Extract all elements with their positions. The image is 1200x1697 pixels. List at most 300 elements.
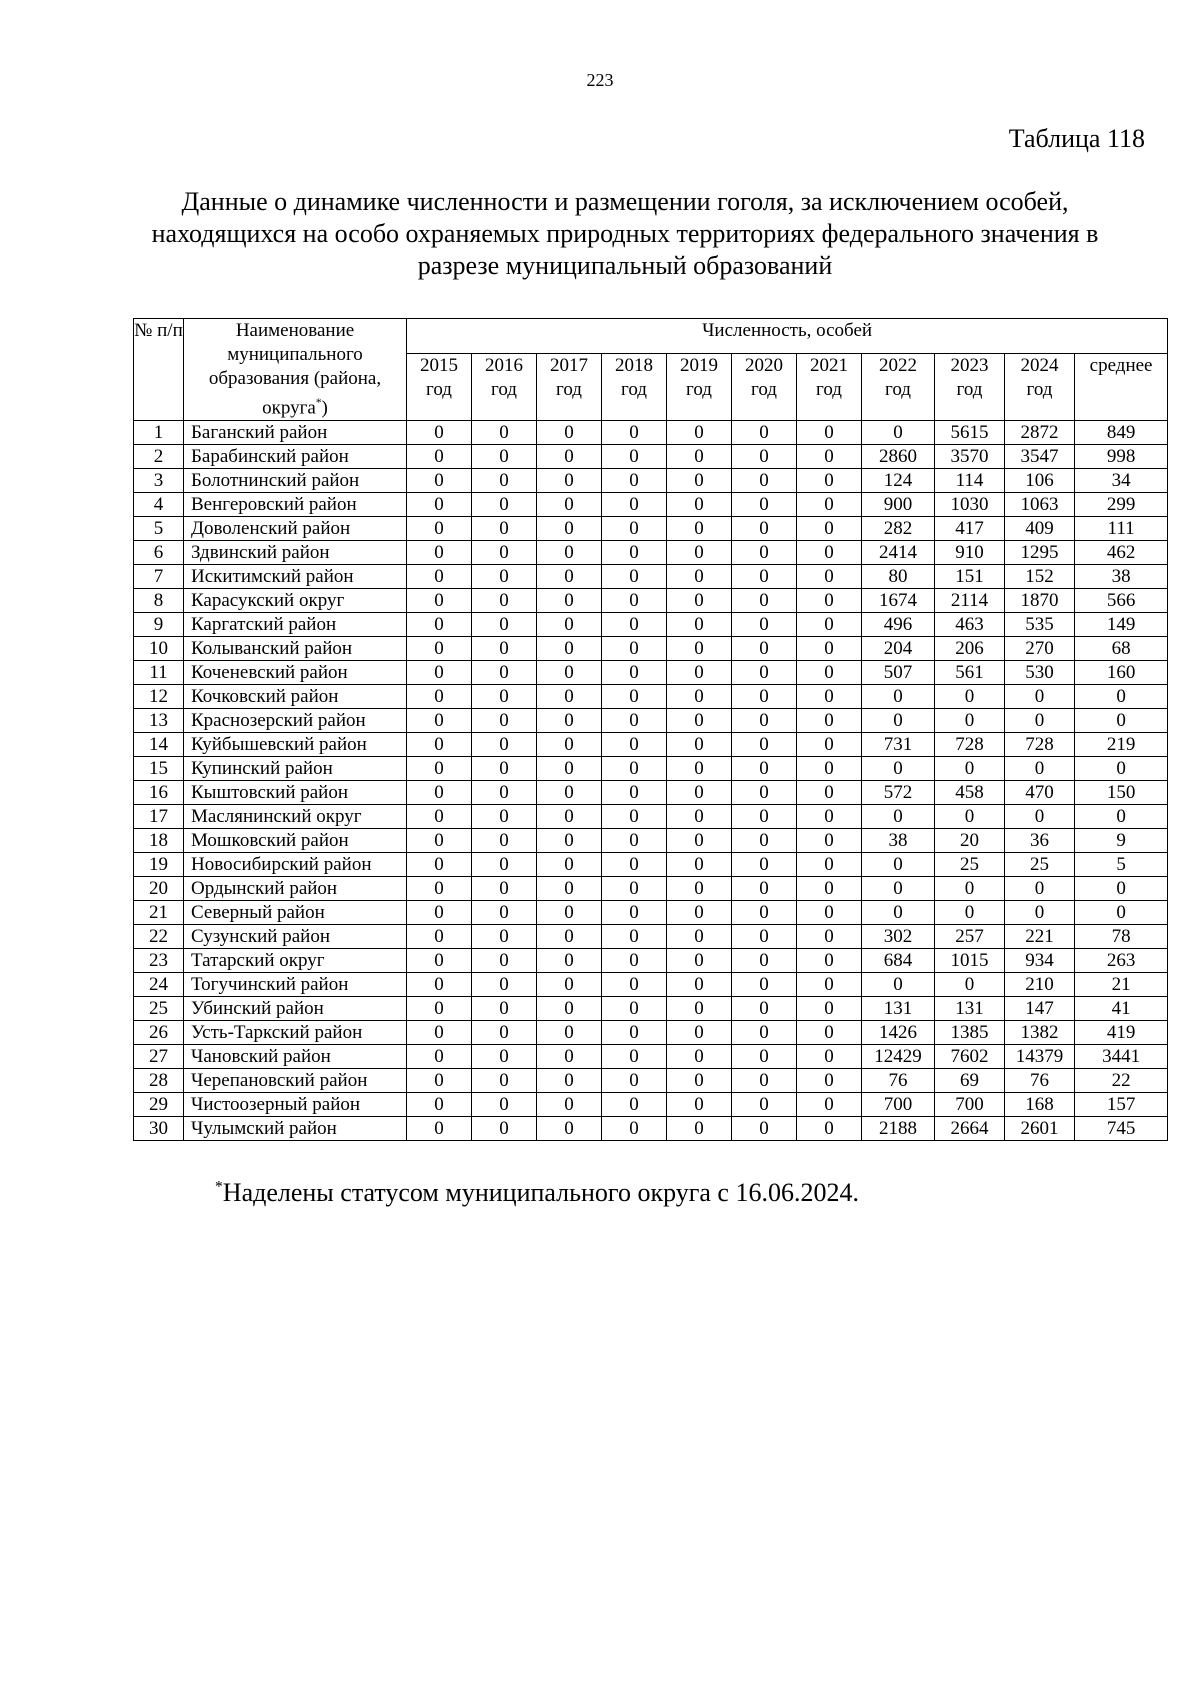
district-name-cell: Доволенский район [184, 517, 407, 541]
row-number-cell: 17 [134, 805, 184, 829]
district-name-cell: Кыштовский район [184, 781, 407, 805]
count-cell: 0 [407, 493, 472, 517]
header-year: 2017 год [537, 353, 602, 421]
row-number-cell: 30 [134, 1117, 184, 1141]
count-cell: 0 [797, 1045, 862, 1069]
average-cell: 419 [1075, 1021, 1168, 1045]
count-cell: 0 [667, 853, 732, 877]
row-number-cell: 21 [134, 901, 184, 925]
district-name-cell: Чановский район [184, 1045, 407, 1069]
count-cell: 0 [732, 1069, 797, 1093]
count-cell: 0 [862, 973, 935, 997]
average-cell: 5 [1075, 853, 1168, 877]
count-cell: 0 [667, 901, 732, 925]
count-cell: 131 [862, 997, 935, 1021]
count-cell: 131 [935, 997, 1005, 1021]
count-cell: 0 [732, 493, 797, 517]
district-name-cell: Новосибирский район [184, 853, 407, 877]
average-cell: 78 [1075, 925, 1168, 949]
row-number-cell: 2 [134, 445, 184, 469]
average-cell: 149 [1075, 613, 1168, 637]
count-cell: 0 [862, 421, 935, 445]
header-avg: среднее [1075, 353, 1168, 421]
count-cell: 0 [732, 685, 797, 709]
row-number-cell: 8 [134, 589, 184, 613]
count-cell: 0 [407, 541, 472, 565]
count-cell: 0 [472, 565, 537, 589]
count-cell: 1426 [862, 1021, 935, 1045]
count-cell: 0 [407, 853, 472, 877]
footnote-mark: * [215, 1178, 223, 1196]
count-cell: 0 [407, 685, 472, 709]
count-cell: 535 [1005, 613, 1075, 637]
count-cell: 0 [407, 1021, 472, 1045]
count-cell: 168 [1005, 1093, 1075, 1117]
row-number-cell: 12 [134, 685, 184, 709]
table-row [134, 949, 1168, 973]
count-cell: 80 [862, 565, 935, 589]
count-cell: 0 [1005, 805, 1075, 829]
count-cell: 1382 [1005, 1021, 1075, 1045]
count-cell: 0 [667, 565, 732, 589]
count-cell: 684 [862, 949, 935, 973]
table-row [134, 973, 1168, 997]
count-cell: 0 [797, 421, 862, 445]
district-name-cell: Карасукский округ [184, 589, 407, 613]
count-cell: 0 [537, 421, 602, 445]
count-cell: 0 [602, 805, 667, 829]
count-cell: 0 [602, 781, 667, 805]
table-row [134, 541, 1168, 565]
count-cell: 0 [602, 469, 667, 493]
count-cell: 0 [537, 997, 602, 1021]
count-cell: 0 [667, 517, 732, 541]
count-cell: 0 [732, 469, 797, 493]
count-cell: 0 [667, 1021, 732, 1045]
count-cell: 0 [732, 757, 797, 781]
district-name-cell: Венгеровский район [184, 493, 407, 517]
header-year: 2024 год [1005, 353, 1075, 421]
count-cell: 0 [537, 493, 602, 517]
count-cell: 0 [935, 805, 1005, 829]
district-name-cell: Баганский район [184, 421, 407, 445]
header-year: 2021 год [797, 353, 862, 421]
average-cell: 68 [1075, 637, 1168, 661]
table-row [134, 613, 1168, 637]
average-cell: 150 [1075, 781, 1168, 805]
count-cell: 900 [862, 493, 935, 517]
count-cell: 0 [732, 925, 797, 949]
count-cell: 20 [935, 829, 1005, 853]
table-row [134, 421, 1168, 445]
count-cell: 0 [862, 877, 935, 901]
row-number-cell: 19 [134, 853, 184, 877]
count-cell: 0 [797, 781, 862, 805]
average-cell: 0 [1075, 757, 1168, 781]
count-cell: 0 [537, 469, 602, 493]
table-row [134, 877, 1168, 901]
count-cell: 151 [935, 565, 1005, 589]
district-name-cell: Сузунский район [184, 925, 407, 949]
district-name-cell: Черепановский район [184, 1069, 407, 1093]
count-cell: 114 [935, 469, 1005, 493]
table-row [134, 1093, 1168, 1117]
count-cell: 0 [862, 685, 935, 709]
count-cell: 0 [602, 973, 667, 997]
average-cell: 41 [1075, 997, 1168, 1021]
count-cell: 1674 [862, 589, 935, 613]
count-cell: 0 [407, 877, 472, 901]
count-cell: 25 [935, 853, 1005, 877]
count-cell: 0 [602, 613, 667, 637]
count-cell: 0 [732, 1021, 797, 1045]
count-cell: 0 [407, 805, 472, 829]
count-cell: 0 [732, 445, 797, 469]
count-cell: 2114 [935, 589, 1005, 613]
count-cell: 0 [667, 1045, 732, 1069]
count-cell: 0 [797, 949, 862, 973]
table-row [134, 805, 1168, 829]
count-cell: 0 [1005, 685, 1075, 709]
count-cell: 0 [602, 1093, 667, 1117]
count-cell: 0 [797, 1093, 862, 1117]
count-cell: 0 [935, 685, 1005, 709]
population-table [133, 318, 1168, 1141]
count-cell: 0 [602, 445, 667, 469]
count-cell: 0 [732, 805, 797, 829]
average-cell: 462 [1075, 541, 1168, 565]
count-cell: 0 [472, 685, 537, 709]
count-cell: 0 [472, 733, 537, 757]
average-cell: 111 [1075, 517, 1168, 541]
count-cell: 221 [1005, 925, 1075, 949]
row-number-cell: 5 [134, 517, 184, 541]
table-row [134, 733, 1168, 757]
count-cell: 0 [472, 973, 537, 997]
row-number-cell: 27 [134, 1045, 184, 1069]
count-cell: 0 [407, 469, 472, 493]
district-name-cell: Чистоозерный район [184, 1093, 407, 1117]
count-cell: 0 [407, 973, 472, 997]
table-row [134, 1045, 1168, 1069]
count-cell: 0 [732, 541, 797, 565]
footnote-text: Наделены статусом муниципального округа с 16.06.2024. [222, 1178, 859, 1207]
row-number-cell: 15 [134, 757, 184, 781]
table-row [134, 637, 1168, 661]
count-cell: 0 [537, 1069, 602, 1093]
count-cell: 0 [797, 997, 862, 1021]
count-cell: 0 [407, 1117, 472, 1141]
average-cell: 9 [1075, 829, 1168, 853]
average-cell: 0 [1075, 709, 1168, 733]
count-cell: 700 [935, 1093, 1005, 1117]
table-row [134, 901, 1168, 925]
count-cell: 0 [667, 925, 732, 949]
row-number-cell: 10 [134, 637, 184, 661]
average-cell: 849 [1075, 421, 1168, 445]
count-cell: 0 [407, 613, 472, 637]
count-cell: 0 [537, 829, 602, 853]
count-cell: 0 [537, 1093, 602, 1117]
count-cell: 0 [732, 709, 797, 733]
count-cell: 0 [1005, 757, 1075, 781]
count-cell: 2414 [862, 541, 935, 565]
header-name-mark: * [315, 397, 322, 409]
count-cell: 0 [797, 517, 862, 541]
count-cell: 561 [935, 661, 1005, 685]
count-cell: 0 [407, 733, 472, 757]
count-cell: 2664 [935, 1117, 1005, 1141]
count-cell: 7602 [935, 1045, 1005, 1069]
count-cell: 0 [537, 517, 602, 541]
count-cell: 0 [602, 637, 667, 661]
count-cell: 0 [537, 853, 602, 877]
count-cell: 0 [667, 541, 732, 565]
count-cell: 0 [472, 493, 537, 517]
count-cell: 76 [1005, 1069, 1075, 1093]
count-cell: 0 [472, 949, 537, 973]
header-year: 2020 год [732, 353, 797, 421]
count-cell: 270 [1005, 637, 1075, 661]
count-cell: 0 [537, 589, 602, 613]
count-cell: 0 [407, 421, 472, 445]
count-cell: 0 [667, 829, 732, 853]
count-cell: 0 [407, 1093, 472, 1117]
count-cell: 0 [797, 757, 862, 781]
count-cell: 0 [667, 469, 732, 493]
header-name [184, 319, 407, 421]
count-cell: 2601 [1005, 1117, 1075, 1141]
count-cell: 0 [537, 565, 602, 589]
count-cell: 0 [602, 733, 667, 757]
count-cell: 0 [1005, 877, 1075, 901]
row-number-cell: 22 [134, 925, 184, 949]
count-cell: 0 [537, 877, 602, 901]
table-row [134, 517, 1168, 541]
average-cell: 299 [1075, 493, 1168, 517]
count-cell: 0 [667, 1117, 732, 1141]
count-cell: 0 [797, 493, 862, 517]
district-name-cell: Маслянинский округ [184, 805, 407, 829]
count-cell: 0 [602, 1117, 667, 1141]
count-cell: 0 [935, 757, 1005, 781]
count-cell: 0 [667, 685, 732, 709]
count-cell: 0 [797, 805, 862, 829]
count-cell: 0 [472, 613, 537, 637]
count-cell: 0 [472, 925, 537, 949]
count-cell: 1870 [1005, 589, 1075, 613]
count-cell: 0 [602, 541, 667, 565]
count-cell: 0 [407, 445, 472, 469]
count-cell: 0 [472, 1117, 537, 1141]
district-name-cell: Колыванский район [184, 637, 407, 661]
count-cell: 0 [862, 757, 935, 781]
count-cell: 0 [797, 637, 862, 661]
table-row [134, 1069, 1168, 1093]
average-cell: 566 [1075, 589, 1168, 613]
count-cell: 463 [935, 613, 1005, 637]
count-cell: 0 [537, 1045, 602, 1069]
count-cell: 0 [407, 517, 472, 541]
count-cell: 0 [537, 541, 602, 565]
count-cell: 0 [732, 901, 797, 925]
count-cell: 0 [407, 925, 472, 949]
count-cell: 3570 [935, 445, 1005, 469]
count-cell: 0 [602, 925, 667, 949]
count-cell: 0 [667, 589, 732, 613]
row-number-cell: 6 [134, 541, 184, 565]
count-cell: 0 [472, 997, 537, 1021]
count-cell: 0 [537, 901, 602, 925]
count-cell: 36 [1005, 829, 1075, 853]
count-cell: 0 [732, 613, 797, 637]
count-cell: 0 [472, 517, 537, 541]
row-number-cell: 13 [134, 709, 184, 733]
count-cell: 69 [935, 1069, 1005, 1093]
count-cell: 1030 [935, 493, 1005, 517]
count-cell: 0 [537, 805, 602, 829]
count-cell: 700 [862, 1093, 935, 1117]
count-cell: 0 [472, 541, 537, 565]
count-cell: 0 [797, 925, 862, 949]
average-cell: 0 [1075, 805, 1168, 829]
count-cell: 1015 [935, 949, 1005, 973]
count-cell: 0 [667, 1093, 732, 1117]
count-cell: 0 [602, 901, 667, 925]
average-cell: 745 [1075, 1117, 1168, 1141]
count-cell: 0 [732, 661, 797, 685]
count-cell: 0 [667, 637, 732, 661]
page-number: 223 [586, 70, 614, 90]
count-cell: 507 [862, 661, 935, 685]
row-number-cell: 24 [134, 973, 184, 997]
count-cell: 0 [407, 709, 472, 733]
count-cell: 14379 [1005, 1045, 1075, 1069]
count-cell: 0 [537, 613, 602, 637]
count-cell: 0 [667, 661, 732, 685]
average-cell: 3441 [1075, 1045, 1168, 1069]
table-row [134, 829, 1168, 853]
table-title: Данные о динамике численности и размещении гоголя, за исключением особей, находящихся на особо охраняемых природных территориях федерального значения в разрезе муниципальный образований [151, 187, 1099, 280]
count-cell: 0 [537, 973, 602, 997]
count-cell: 0 [602, 661, 667, 685]
row-number-cell: 25 [134, 997, 184, 1021]
count-cell: 0 [797, 1117, 862, 1141]
count-cell: 0 [472, 781, 537, 805]
header-year: 2016 год [472, 353, 537, 421]
count-cell: 206 [935, 637, 1005, 661]
count-cell: 0 [732, 877, 797, 901]
count-cell: 302 [862, 925, 935, 949]
district-name-cell: Барабинский район [184, 445, 407, 469]
count-cell: 5615 [935, 421, 1005, 445]
count-cell: 0 [732, 1045, 797, 1069]
district-name-cell: Кочковский район [184, 685, 407, 709]
count-cell: 257 [935, 925, 1005, 949]
count-cell: 0 [797, 469, 862, 493]
count-cell: 0 [732, 517, 797, 541]
count-cell: 0 [732, 421, 797, 445]
count-cell: 124 [862, 469, 935, 493]
table-row [134, 781, 1168, 805]
count-cell: 0 [407, 757, 472, 781]
table-row [134, 661, 1168, 685]
count-cell: 728 [935, 733, 1005, 757]
count-cell: 0 [407, 1045, 472, 1069]
count-cell: 0 [732, 637, 797, 661]
count-cell: 0 [472, 421, 537, 445]
count-cell: 0 [472, 901, 537, 925]
table-row [134, 1117, 1168, 1141]
count-cell: 0 [732, 565, 797, 589]
count-cell: 2188 [862, 1117, 935, 1141]
count-cell: 0 [537, 685, 602, 709]
count-cell: 38 [862, 829, 935, 853]
header-num: № п/п [134, 319, 184, 421]
count-cell: 417 [935, 517, 1005, 541]
count-cell: 0 [537, 637, 602, 661]
average-cell: 0 [1075, 877, 1168, 901]
count-cell: 0 [667, 949, 732, 973]
row-number-cell: 4 [134, 493, 184, 517]
count-cell: 0 [472, 757, 537, 781]
count-cell: 0 [407, 565, 472, 589]
count-cell: 0 [472, 853, 537, 877]
district-name-cell: Убинский район [184, 997, 407, 1021]
count-cell: 0 [667, 709, 732, 733]
district-name-cell: Краснозерский район [184, 709, 407, 733]
count-cell: 147 [1005, 997, 1075, 1021]
count-cell: 0 [537, 1021, 602, 1045]
district-name-cell: Искитимский район [184, 565, 407, 589]
count-cell: 934 [1005, 949, 1075, 973]
count-cell: 0 [407, 997, 472, 1021]
count-cell: 0 [797, 565, 862, 589]
count-cell: 0 [537, 925, 602, 949]
count-cell: 910 [935, 541, 1005, 565]
count-cell: 0 [472, 589, 537, 613]
table-row [134, 493, 1168, 517]
district-name-cell: Коченевский район [184, 661, 407, 685]
count-cell: 0 [732, 973, 797, 997]
count-cell: 0 [472, 829, 537, 853]
count-cell: 0 [667, 733, 732, 757]
row-number-cell: 9 [134, 613, 184, 637]
count-cell: 0 [407, 949, 472, 973]
district-name-cell: Здвинский район [184, 541, 407, 565]
count-cell: 0 [407, 829, 472, 853]
count-cell: 0 [537, 949, 602, 973]
count-cell: 0 [1005, 901, 1075, 925]
count-cell: 496 [862, 613, 935, 637]
count-cell: 0 [667, 757, 732, 781]
count-cell: 0 [537, 709, 602, 733]
average-cell: 160 [1075, 661, 1168, 685]
count-cell: 572 [862, 781, 935, 805]
count-cell: 0 [797, 853, 862, 877]
count-cell: 0 [602, 565, 667, 589]
count-cell: 76 [862, 1069, 935, 1093]
count-cell: 0 [732, 997, 797, 1021]
count-cell: 0 [472, 805, 537, 829]
count-cell: 0 [602, 829, 667, 853]
count-cell: 0 [537, 445, 602, 469]
row-number-cell: 26 [134, 1021, 184, 1045]
count-cell: 0 [407, 1069, 472, 1093]
table-row [134, 1021, 1168, 1045]
count-cell: 0 [472, 1093, 537, 1117]
count-cell: 0 [537, 757, 602, 781]
